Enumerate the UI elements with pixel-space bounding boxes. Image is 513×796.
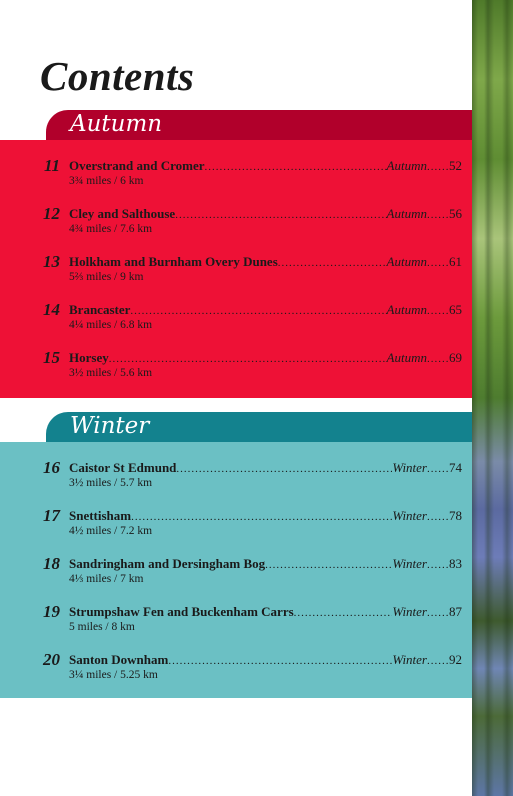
toc-entry[interactable] — [0, 554, 472, 594]
leader-dots — [427, 655, 449, 667]
walk-number: 12 — [43, 204, 60, 223]
walk-name: Caistor St Edmund — [69, 460, 177, 475]
walk-distance: 3¾ miles / 6 km — [69, 175, 144, 187]
page-number: 61 — [449, 254, 462, 269]
season-label: Winter — [392, 508, 427, 523]
leader-dots — [427, 559, 449, 571]
page-number: 83 — [449, 556, 462, 571]
leader-dots — [427, 257, 449, 269]
walk-name: Holkham and Burnham Overy Dunes — [69, 254, 278, 269]
page-number: 65 — [449, 302, 462, 317]
leader-dots — [427, 463, 449, 475]
leader-dots — [168, 655, 392, 667]
section-title-autumn: Autumn — [70, 111, 163, 137]
leader-dots — [427, 511, 449, 523]
leader-dots — [294, 607, 393, 619]
leader-dots — [265, 559, 392, 571]
walk-number: 16 — [43, 458, 60, 477]
walk-name: Strumpshaw Fen and Buckenham Carrs — [69, 604, 294, 619]
leader-dots — [175, 209, 386, 221]
leader-dots — [427, 161, 449, 173]
walk-name: Sandringham and Dersingham Bog — [69, 556, 266, 571]
toc-entry[interactable] — [0, 156, 472, 196]
walk-name: Snettisham — [69, 508, 132, 523]
page-number: 56 — [449, 206, 462, 221]
leader-dots — [131, 511, 392, 523]
section-title-winter: Winter — [70, 413, 150, 439]
walk-name: Santon Downham — [69, 652, 169, 667]
toc-entry[interactable] — [0, 348, 472, 388]
walk-number: 18 — [43, 554, 60, 573]
season-label: Winter — [392, 556, 427, 571]
season-label: Winter — [392, 604, 427, 619]
leader-dots — [176, 463, 392, 475]
walk-name: Cley and Salthouse — [69, 206, 176, 221]
walk-number: 17 — [43, 506, 60, 525]
toc-entry[interactable] — [0, 204, 472, 244]
leader-dots — [278, 257, 387, 269]
woodland-photo-strip — [472, 0, 513, 796]
toc-entry[interactable] — [0, 458, 472, 498]
walk-number: 13 — [43, 252, 60, 271]
walk-distance: 4½ miles / 7.2 km — [69, 525, 153, 537]
season-label: Autumn — [386, 302, 427, 317]
page-number: 87 — [449, 604, 462, 619]
leader-dots — [109, 353, 387, 365]
leader-dots — [130, 305, 386, 317]
page-number: 74 — [449, 460, 462, 475]
leader-dots — [427, 353, 449, 365]
season-label: Winter — [392, 460, 427, 475]
season-label: Autumn — [386, 254, 427, 269]
leader-dots — [427, 607, 449, 619]
section-panel-autumn — [0, 140, 472, 398]
walk-distance: 5⅔ miles / 9 km — [69, 271, 144, 283]
season-label: Autumn — [386, 158, 427, 173]
section-tab-autumn — [46, 110, 472, 140]
page-title: Contents — [40, 53, 195, 99]
walk-distance: 4¼ miles / 6.8 km — [69, 319, 153, 331]
walk-name: Overstrand and Cromer — [69, 158, 205, 173]
walk-distance: 3¼ miles / 5.25 km — [69, 669, 158, 681]
walk-distance: 3½ miles / 5.7 km — [69, 477, 153, 489]
season-label: Autumn — [386, 206, 427, 221]
walk-number: 19 — [43, 602, 60, 621]
section-tab-winter — [46, 412, 472, 442]
walk-distance: 3½ miles / 5.6 km — [69, 367, 153, 379]
page-number: 69 — [449, 350, 462, 365]
leader-dots — [205, 161, 387, 173]
toc-entry[interactable] — [0, 300, 472, 340]
section-panel-winter — [0, 442, 472, 698]
walk-number: 11 — [43, 156, 60, 175]
toc-entry[interactable] — [0, 650, 472, 690]
leader-dots — [427, 305, 449, 317]
walk-distance: 4⅓ miles / 7 km — [69, 573, 144, 585]
leader-dots — [427, 209, 449, 221]
page-number: 78 — [449, 508, 462, 523]
page-number: 92 — [449, 652, 462, 667]
toc-entry[interactable] — [0, 252, 472, 292]
walk-number: 15 — [43, 348, 60, 367]
walk-number: 20 — [43, 650, 60, 669]
toc-entry[interactable] — [0, 602, 472, 642]
page-number: 52 — [449, 158, 462, 173]
walk-name: Brancaster — [69, 302, 131, 317]
walk-distance: 4¾ miles / 7.6 km — [69, 223, 153, 235]
walk-number: 14 — [43, 300, 60, 319]
walk-name: Horsey — [69, 350, 109, 365]
season-label: Winter — [392, 652, 427, 667]
toc-entry[interactable] — [0, 506, 472, 546]
walk-distance: 5 miles / 8 km — [69, 621, 135, 633]
season-label: Autumn — [386, 350, 427, 365]
